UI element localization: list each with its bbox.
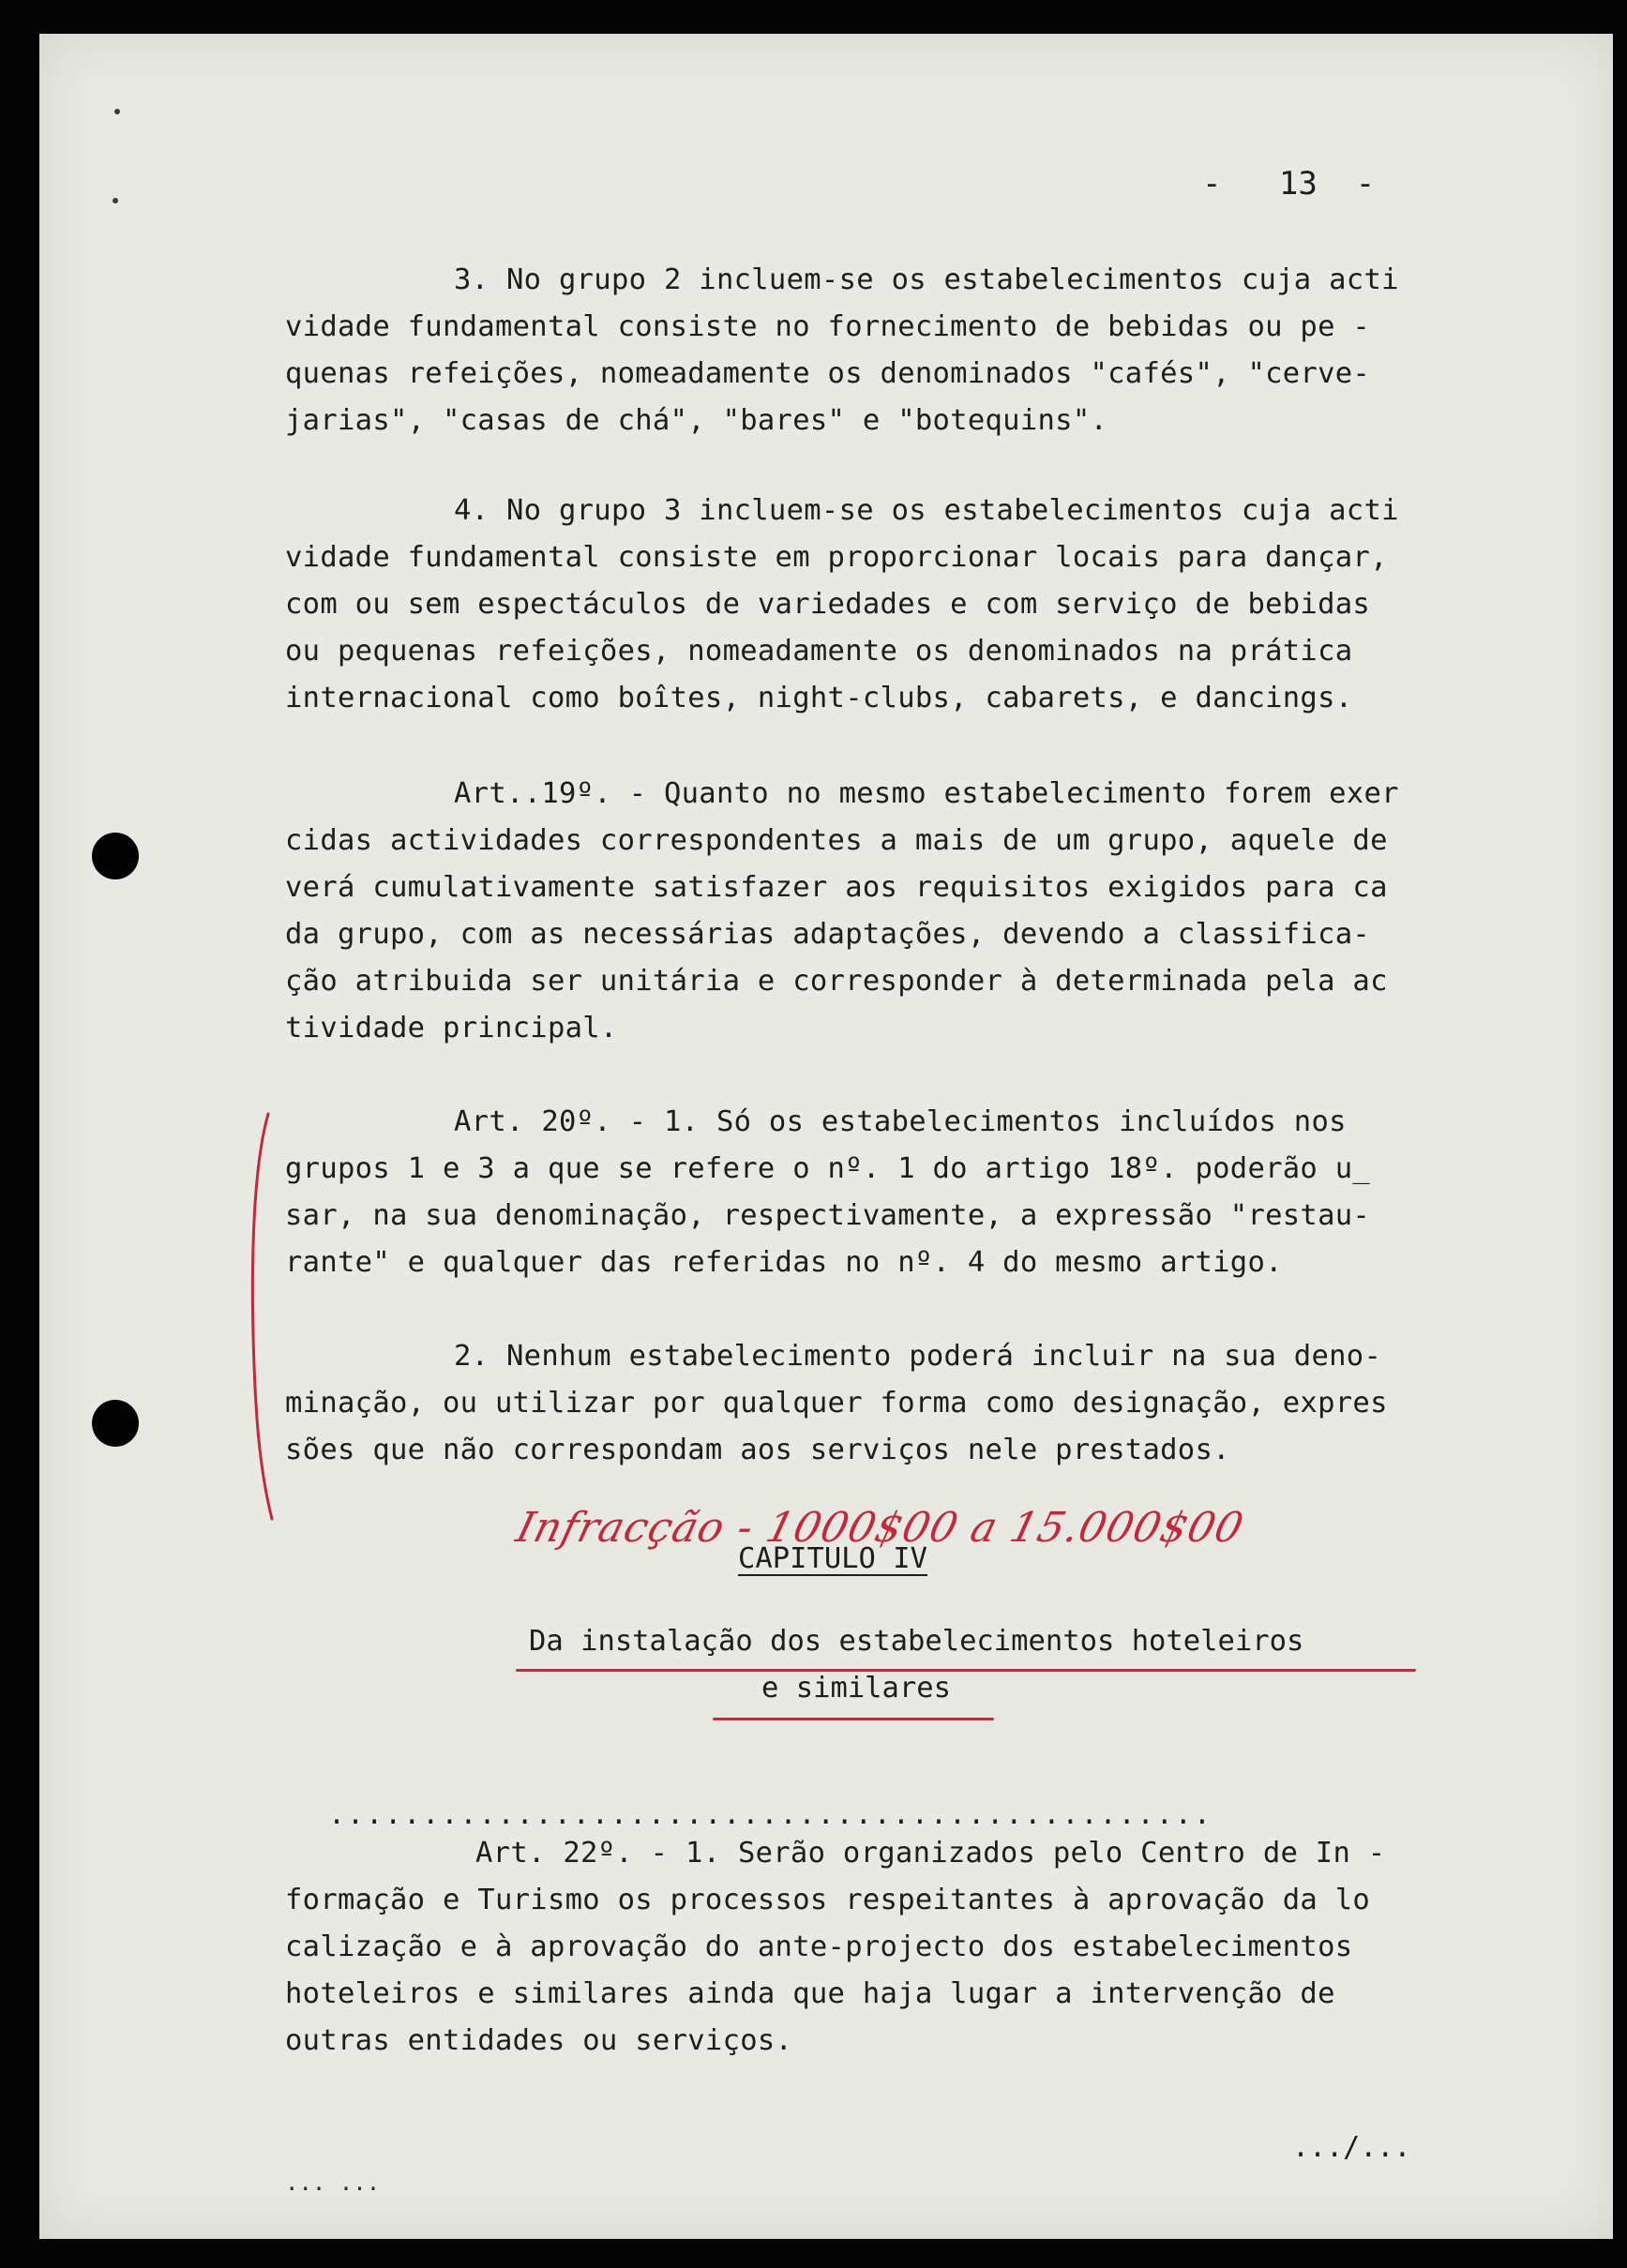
text-line: hoteleiros e similares ainda que haja lugar a intervenção de bbox=[285, 1977, 1335, 2010]
text-line: outras entidades ou serviços. bbox=[285, 2024, 793, 2057]
chapter-title: CAPITULO IV bbox=[738, 1542, 927, 1575]
handwritten-annotation: Infracção - 1000$00 a 15.000$00 bbox=[511, 1504, 1249, 1552]
text-line: 4. No grupo 3 incluem-se os estabelecimentos cuja acti bbox=[454, 494, 1399, 527]
text-line: Art. 20º. - 1. Só os estabelecimentos incluídos nos bbox=[454, 1105, 1347, 1138]
punch-hole-top bbox=[92, 833, 139, 879]
text-line: vidade fundamental consiste no fornecimento de bebidas ou pe - bbox=[285, 310, 1371, 343]
text-line: minação, ou utilizar por qualquer forma como designação, expres bbox=[285, 1387, 1388, 1419]
document-page bbox=[39, 34, 1613, 2239]
red-underline-subtitle-1 bbox=[516, 1669, 1416, 1672]
dotted-separator: ............................................... bbox=[328, 1798, 1213, 1831]
text-line: sar, na sua denominação, respectivamente, a expressão "restau- bbox=[285, 1199, 1371, 1232]
page-number: - 13 - bbox=[1202, 165, 1376, 203]
red-underline-subtitle-2 bbox=[713, 1718, 994, 1720]
text-line: cidas actividades correspondentes a mais de um grupo, aquele de bbox=[285, 824, 1388, 857]
text-line: Art. 22º. - 1. Serão organizados pelo Centro de In - bbox=[475, 1837, 1386, 1870]
text-line: Art..19º. - Quanto no mesmo estabelecimento forem exer bbox=[454, 777, 1399, 810]
text-line: tividade principal. bbox=[285, 1012, 618, 1044]
paper-speck bbox=[113, 198, 118, 203]
text-line: 2. Nenhum estabelecimento poderá incluir na sua deno- bbox=[454, 1340, 1382, 1373]
text-line: formação e Turismo os processos respeitantes à aprovação da lo bbox=[285, 1884, 1371, 1916]
text-line: internacional como boîtes, night-clubs, cabarets, e dancings. bbox=[285, 682, 1353, 714]
text-line: jarias", "casas de chá", "bares" e "botequins". bbox=[285, 404, 1108, 437]
text-line: grupos 1 e 3 a que se refere o nº. 1 do artigo 18º. poderão u_ bbox=[285, 1152, 1371, 1185]
paper-speck bbox=[114, 109, 120, 114]
text-line: verá cumulativamente satisfazer aos requisitos exigidos para ca bbox=[285, 871, 1388, 904]
text-line: calização e à aprovação do ante-projecto dos estabelecimentos bbox=[285, 1930, 1353, 1963]
red-margin-bracket bbox=[244, 1110, 281, 1523]
chapter-subtitle-line-1: Da instalação dos estabelecimentos hoteleiros bbox=[529, 1625, 1304, 1658]
text-line: rante" e qualquer das referidas no nº. 4 do mesmo artigo. bbox=[285, 1246, 1283, 1279]
text-line: ou pequenas refeições, nomeadamente os denominados na prática bbox=[285, 635, 1353, 668]
text-line: ção atribuida ser unitária e corresponder à determinada pela ac bbox=[285, 965, 1388, 998]
chapter-subtitle-line-2: e similares bbox=[761, 1672, 951, 1705]
text-line: da grupo, com as necessárias adaptações, devendo a classifica- bbox=[285, 918, 1371, 951]
punch-hole-bottom bbox=[92, 1400, 139, 1447]
text-line: 3. No grupo 2 incluem-se os estabelecimentos cuja acti bbox=[454, 263, 1399, 296]
text-line: com ou sem espectáculos de variedades e com serviço de bebidas bbox=[285, 588, 1371, 621]
text-line: quenas refeições, nomeadamente os denominados "cafés", "cerve- bbox=[285, 357, 1371, 390]
text-line: vidade fundamental consiste em proporcionar locais para dançar, bbox=[285, 541, 1388, 574]
continuation-marker: .../... bbox=[1292, 2131, 1411, 2164]
footer-dots: ... ... bbox=[285, 2170, 381, 2196]
text-line: sões que não correspondam aos serviços nele prestados. bbox=[285, 1434, 1230, 1466]
